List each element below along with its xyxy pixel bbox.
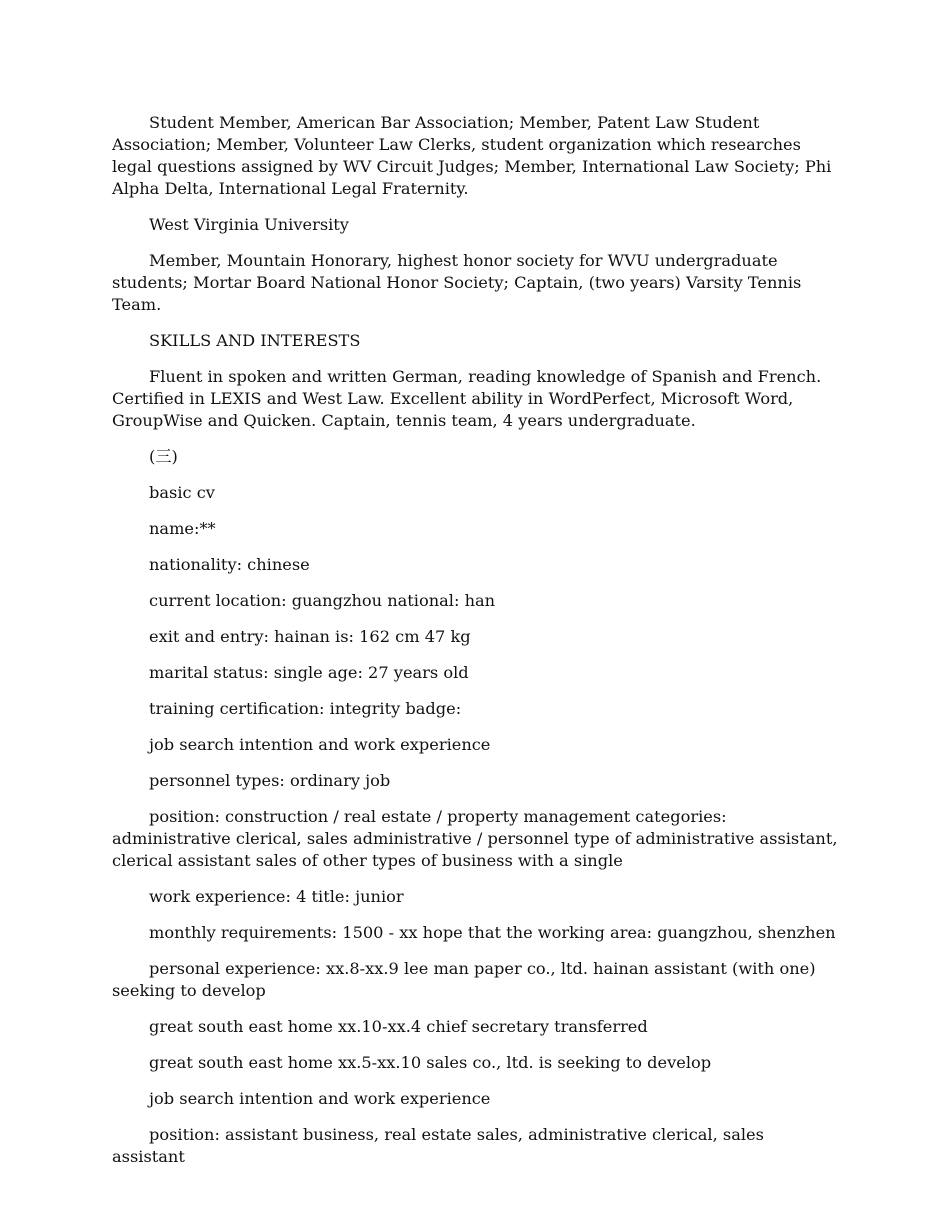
cv-line-intention-heading-2: job search intention and work experience <box>149 1089 491 1108</box>
section-marker: (三) <box>149 447 178 466</box>
cv-line-marital-status: marital status: single age: 27 years old <box>149 663 469 682</box>
cv-line-work-experience: work experience: 4 title: junior <box>149 887 404 906</box>
cv-line-certification: training certification: integrity badge: <box>149 699 462 718</box>
document-page <box>112 112 840 1182</box>
cv-line-personnel-types: personnel types: ordinary job <box>149 771 391 790</box>
cv-line-nationality: nationality: chinese <box>149 555 310 574</box>
paragraph-skills: Fluent in spoken and written German, reading knowledge of Spanish and French. Certified in LEXIS and West Law. Excellent ability in WordPerfect, Microsoft Word, GroupWise and Quicken. Captain, tennis team, 4 years undergraduate. <box>112 367 822 430</box>
cv-line-monthly-requirements: monthly requirements: 1500 - xx hope that the working area: guangzhou, shenzhen <box>149 923 836 942</box>
cv-line-intention-heading: job search intention and work experience <box>149 735 491 754</box>
cv-line-experience-2: great south east home xx.5-xx.10 sales co., ltd. is seeking to develop <box>149 1053 712 1072</box>
cv-line-name: name:** <box>149 519 216 538</box>
cv-line-location: current location: guangzhou national: han <box>149 591 496 610</box>
cv-line-exit-entry: exit and entry: hainan is: 162 cm 47 kg <box>149 627 471 646</box>
paragraph-honors: Member, Mountain Honorary, highest honor society for WVU undergraduate students; Mortar Board National Honor Society; Captain, (two years) Varsity Tennis Team. <box>112 251 802 314</box>
cv-line-position-2: position: assistant business, real estate sales, administrative clerical, sales assistant <box>112 1125 764 1166</box>
cv-heading: basic cv <box>149 483 215 502</box>
cv-line-experience-1: great south east home xx.10-xx.4 chief secretary transferred <box>149 1017 648 1036</box>
section-heading-skills: SKILLS AND INTERESTS <box>149 331 361 350</box>
paragraph-memberships: Student Member, American Bar Association; Member, Patent Law Student Association; Member, Volunteer Law Clerks, student organization which researches legal questions assigned by WV Circuit Judges; Member, International Law Society; Phi Alpha Delta, International Legal Fraternity. <box>112 113 832 198</box>
cv-line-position: position: construction / real estate / property management categories: administrative clerical, sales administrative / personnel type of administrative assistant, clerical assistant sales of other types of business with a single <box>112 807 838 870</box>
paragraph-university: West Virginia University <box>149 215 349 234</box>
cv-line-personal-experience: personal experience: xx.8-xx.9 lee man paper co., ltd. hainan assistant (with one) seeking to develop <box>112 959 816 1000</box>
